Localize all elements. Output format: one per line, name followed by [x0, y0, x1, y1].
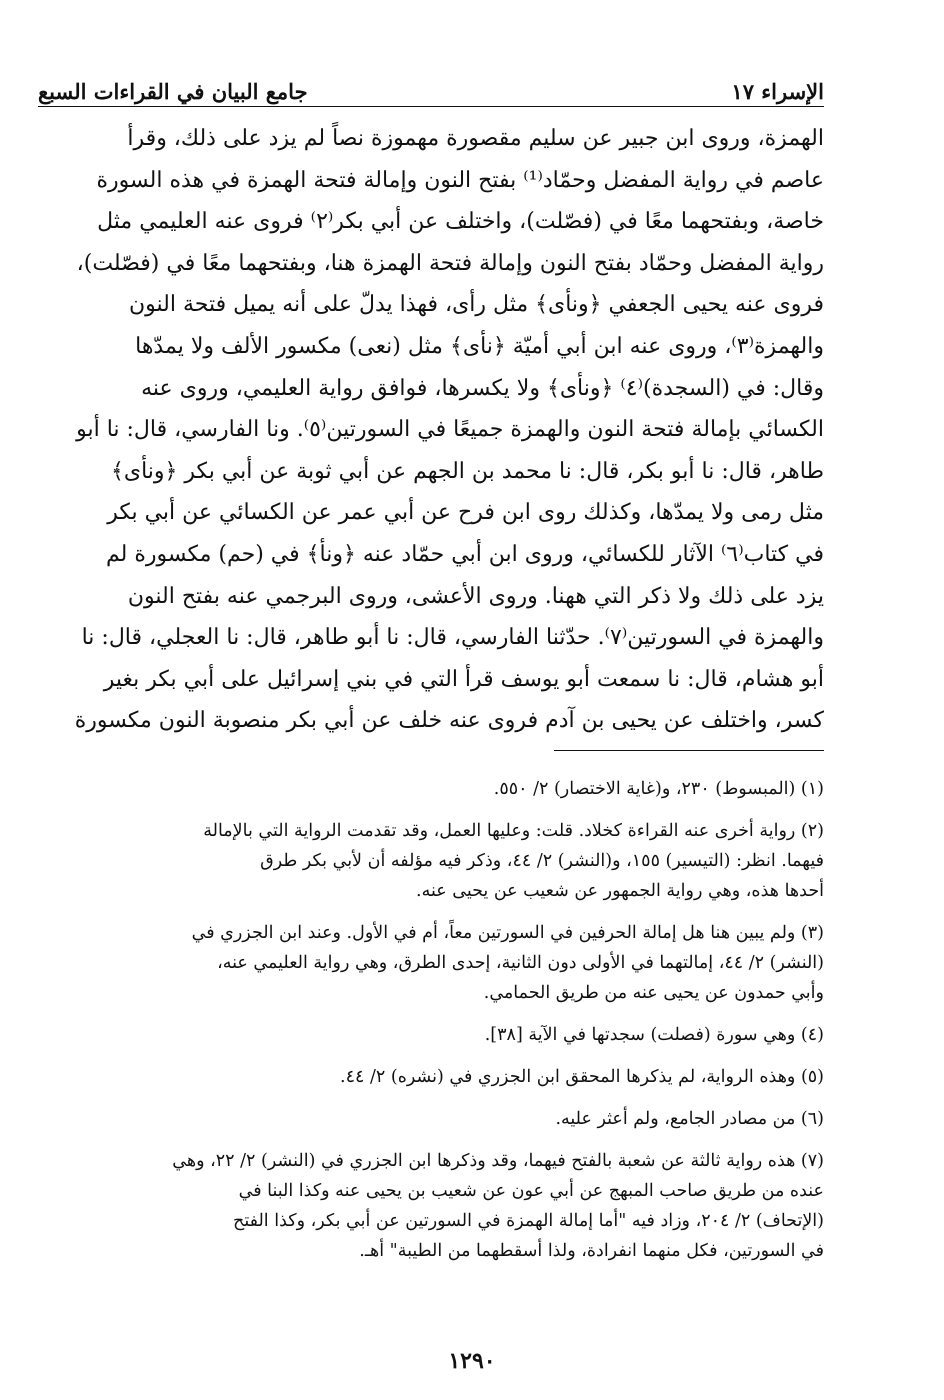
footnote: [38, 1062, 824, 1092]
footnote-line: (النشر) ٢/ ٤٤، إمالتهما في الأولى دون الثانية، إحدى الطرق، وهي رواية العليمي عنه،: [217, 953, 824, 973]
footnote-line: (الإتحاف) ٢/ ٢٠٤، وزاد فيه "أما إمالة الهمزة في السورتين عن أبي بكر، وكذا الفتح: [233, 1211, 824, 1231]
footnote-line: في السورتين، فكل منهما انفرادة، ولذا أسقطهما من الطيبة" أهـ.: [359, 1241, 824, 1261]
footnote-line: (٥) وهذه الرواية، لم يذكرها المحقق ابن الجزري في (نشره) ٢/ ٤٤.: [340, 1067, 824, 1087]
footnote: [38, 774, 824, 804]
text-line: وقال: في (السجدة)⁽٤⁾ ﴿ونأى﴾ ولا يكسرها، فوافق رواية العليمي، وروى عنه: [141, 375, 824, 401]
footnote: [38, 1104, 824, 1134]
footnote-line: (١) (المبسوط) ٢٣٠، و(غاية الاختصار) ٢/ ٥٥٠.: [493, 779, 824, 799]
footnote-line: (٢) رواية أخرى عنه القراءة كخلاد. قلت: وعليها العمل، وقد تقدمت الرواية التي بالإمالة: [203, 821, 824, 841]
main-text: [38, 118, 824, 742]
text-line: والهمزة في السورتين⁽٧⁾. حدّثنا الفارسي، قال: نا أبو طاهر، قال: نا العجلي، قال: نا: [81, 625, 824, 651]
text-line: والهمزة⁽٣⁾، وروى عنه ابن أبي أميّة ﴿نأى﴾ مثل (نعى) مكسور الألف ولا يمدّها: [135, 333, 824, 359]
footnote: [38, 918, 824, 1008]
footnote-line: (٧) هذه رواية ثالثة عن شعبة بالفتح فيهما، وقد وذكرها ابن الجزري في (النشر) ٢/ ٢٢، وهي: [172, 1151, 824, 1171]
text-line: يزد على ذلك ولا ذكر التي ههنا. وروى الأعشى، وروى البرجمي عنه بفتح النون: [127, 583, 824, 609]
text-line: رواية المفضل وحمّاد بفتح النون وإمالة فتحة الهمزة هنا، وبفتحهما معًا في (فصّلت)،: [76, 250, 824, 276]
text-line: كسر، واختلف عن يحيى بن آدم فروى عنه خلف عن أبي بكر منصوبة النون مكسورة: [74, 708, 824, 734]
text-line: فروى عنه يحيى الجعفي ﴿ونأى﴾ مثل رأى، فهذا يدلّ على أنه يميل فتحة النون: [129, 292, 824, 318]
footnote-line: (٣) ولم يبين هنا هل إمالة الحرفين في السورتين معاً، أم في الأول. وعند ابن الجزري في: [191, 923, 824, 943]
footnote: [38, 1146, 824, 1266]
running-head-book-title: جامع البيان في القراءات السبع: [38, 79, 308, 104]
text-line: في كتاب⁽٦⁾ الآثار للكسائي، وروى ابن أبي حمّاد عنه ﴿ونأ﴾ في (حم) مكسورة لم: [105, 541, 824, 567]
footnote-line: وأبي حمدون عن يحيى عنه من طريق الحمامي.: [483, 983, 824, 1003]
footnote-separator: [554, 750, 824, 751]
footnote-line: (٦) من مصادر الجامع، ولم أعثر عليه.: [555, 1109, 824, 1129]
text-line: أبو هشام، قال: نا سمعت أبو يوسف قرأ التي في بني إسرائيل على أبي بكر بغير: [103, 666, 824, 692]
text-line: الكسائي بإمالة فتحة النون والهمزة جميعًا في السورتين⁽٥⁾. ونا الفارسي، قال: نا أبو: [76, 417, 824, 443]
footnotes: [38, 774, 824, 1278]
footnote-line: عنده من طريق صاحب المبهج عن أبي عون عن شعيب بن يحيى عنه وكذا البنا في: [238, 1181, 824, 1201]
page-number: ١٢٩٠: [448, 1348, 496, 1374]
text-line: طاهر، قال: نا أبو بكر، قال: نا محمد بن الجهم عن أبي ثوبة عن أبي بكر ﴿ونأى﴾: [110, 458, 824, 484]
footnote: [38, 1020, 824, 1050]
footnote: [38, 816, 824, 906]
text-line: خاصة، وبفتحهما معًا في (فصّلت)، واختلف عن أبي بكر⁽٢⁾ فروى عنه العليمي مثل: [97, 209, 824, 235]
running-head-chapter: الإسراء ١٧: [731, 79, 824, 104]
text-line: الهمزة، وروى ابن جبير عن سليم مقصورة مهموزة نصاً لم يزد على ذلك، وقرأ: [127, 126, 824, 151]
page-header: [38, 58, 824, 107]
footnote-line: فيهما. انظر: (التيسير) ١٥٥، و(النشر) ٢/ ٤٤، وذكر فيه مؤلفه أن لأبي بكر طرق: [260, 851, 824, 871]
footnote-line: أحدها هذه، وهي رواية الجمهور عن شعيب عن يحيى عنه.: [416, 881, 824, 901]
text-line: مثل رمى ولا يمدّها، وكذلك روى ابن فرح عن أبي عمر عن الكسائي عن أبي بكر: [107, 500, 824, 526]
footnote-line: (٤) وهي سورة (فصلت) سجدتها في الآية [٣٨].: [484, 1025, 824, 1045]
text-line: عاصم في رواية المفضل وحمّاد⁽¹⁾ بفتح النون وإمالة فتحة الهمزة في هذه السورة: [96, 167, 824, 193]
